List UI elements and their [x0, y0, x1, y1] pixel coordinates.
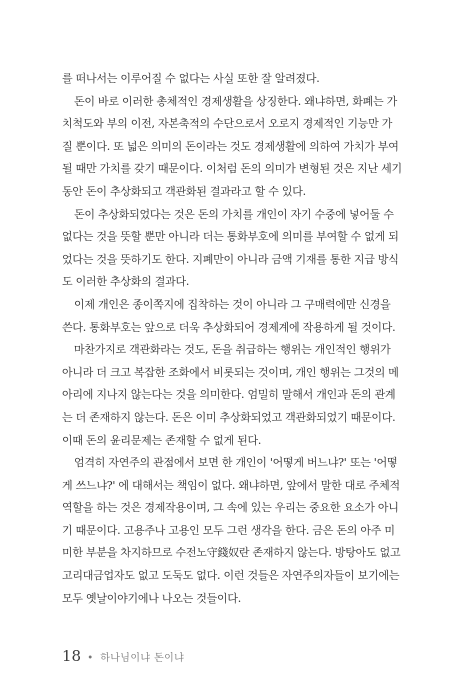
- page-number: 18: [62, 647, 82, 665]
- footer-separator: •: [87, 653, 94, 664]
- text-line: 미한 부분을 차지하므로 수전노守錢奴란 존재하지 않는다. 방탕아도 없고: [62, 546, 401, 560]
- body-text: [62, 68, 412, 610]
- text-line: 치척도와 부의 이전, 자본축적의 수단으로서 오로지 경제적인 기능만 가: [62, 117, 393, 131]
- paragraph-start-line: 돈이 바로 이러한 총체적인 경제생활을 상징한다. 왜냐하면, 화폐는 가: [74, 94, 397, 108]
- text-line: 아니라 더 크고 복잡한 조화에서 비롯되는 것이며, 개인 행위는 그것의 메: [62, 365, 399, 379]
- text-line: 이때 돈의 윤리문제는 존재할 수 없게 된다.: [62, 433, 262, 447]
- text-line: 었다는 것을 뜻하기도 한다. 지폐만이 아니라 금액 기재를 통한 지급 방식: [62, 252, 399, 266]
- running-book-title: 하나님이냐 돈이냐: [100, 653, 185, 664]
- text-line: 될 때만 가치를 갖기 때문이다. 이처럼 돈의 의미가 변형된 것은 지난 세기: [62, 162, 402, 176]
- text-line: 기 때문이다. 고용주나 고용인 모두 그런 생각을 한다. 금은 돈의 아주 미: [62, 523, 395, 537]
- paragraph-start-line: 돈이 추상화되었다는 것은 돈의 가치를 개인이 자기 수중에 넣어둘 수: [74, 207, 394, 221]
- text-line: 동안 돈이 추상화되고 객관화된 결과라고 할 수 있다.: [62, 184, 306, 198]
- text-line: 쓴다. 통화부호는 앞으로 더욱 추상화되어 경제계에 작용하게 될 것이다.: [62, 320, 396, 334]
- text-line: 는 더 존재하지 않는다. 돈은 이미 추상화되었고 객관화되었기 때문이다.: [62, 410, 396, 424]
- text-line: 아리에 지나지 않는다는 것을 의미한다. 엄밀히 말해서 개인과 돈의 관계: [62, 388, 396, 402]
- paragraph-start-line: 이제 개인은 종이쪽지에 집착하는 것이 아니라 그 구매력에만 신경을: [74, 297, 391, 311]
- text-line: 고리대금업자도 없고 도둑도 없다. 이런 것들은 자연주의자들이 보기에는: [62, 569, 400, 583]
- paragraph-start-line: 마찬가지로 객관화라는 것도, 돈을 취급하는 행위는 개인적인 행위가: [74, 343, 391, 357]
- text-line: 질 뿐이다. 또 넓은 의미의 돈이라는 것도 경제생활에 의하여 가치가 부여: [62, 139, 399, 153]
- page-footer: [62, 646, 184, 666]
- text-line: 없다는 것을 뜻할 뿐만 아니라 더는 통화부호에 의미를 부여할 수 없게 되: [62, 230, 399, 244]
- text-line: 게 쓰느냐?' 에 대해서는 책임이 없다. 왜냐하면, 앞에서 말한 대로 주체적: [62, 478, 400, 492]
- text-line: 를 떠나서는 이루어질 수 없다는 사실 또한 잘 알려졌다.: [62, 72, 320, 85]
- text-line: 역할을 하는 것은 경제작용이며, 그 속에 있는 우리는 중요한 요소가 아니: [62, 501, 399, 515]
- text-line: 도 이러한 추상화의 결과다.: [62, 275, 190, 289]
- text-line: 모두 옛날이야기에나 나오는 것들이다.: [62, 591, 242, 605]
- paragraph-start-line: 엄격히 자연주의 관점에서 보면 한 개인이 '어떻게 버느냐?' 또는 '어떻: [74, 456, 398, 470]
